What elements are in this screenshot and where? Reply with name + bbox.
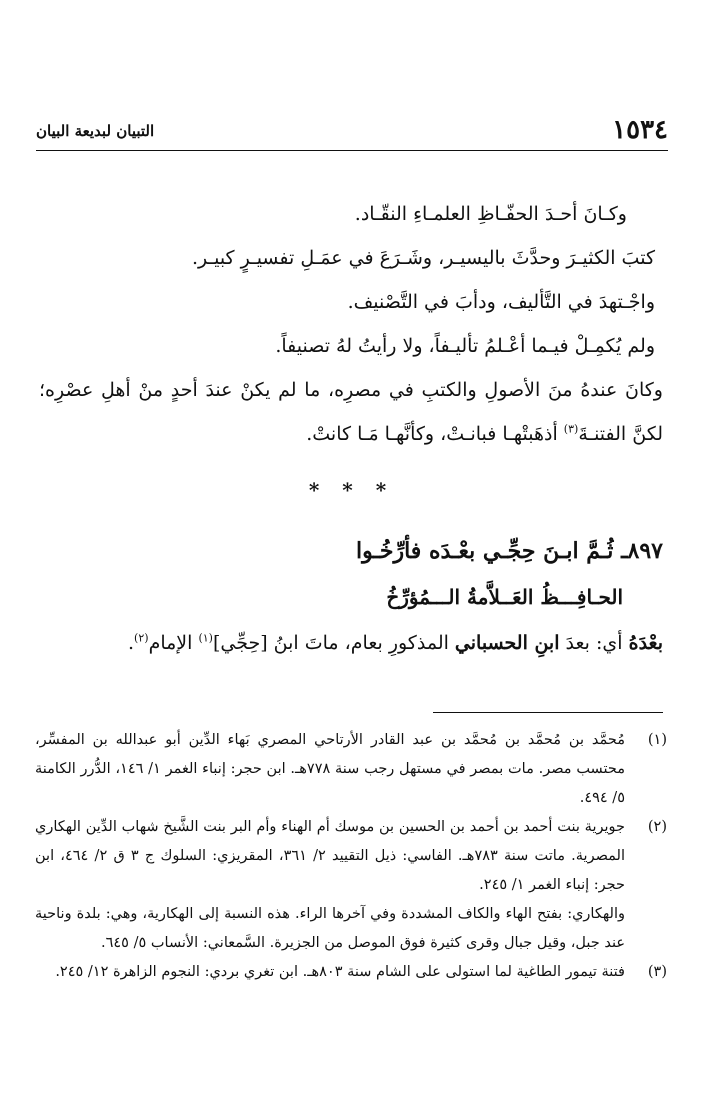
text-line: وكانَ عندهُ منَ الأصولِ والكتبِ في مصرِه، ما لم يكنْ عندَ أحدٍ منْ أهلِ عصْرِه؛ لكنَّ الفتنـةَ bbox=[39, 379, 663, 445]
main-text bbox=[39, 192, 663, 456]
footnote-number: (١) bbox=[647, 732, 667, 748]
footnote-number: (٣) bbox=[647, 964, 667, 980]
entry-text-part: المذكورِ بعام، ماتَ ابنُ [حِجِّي] bbox=[212, 632, 455, 654]
entry-block bbox=[39, 528, 663, 666]
text-paragraph bbox=[39, 368, 663, 456]
entry-text-part: أي: بعدَ bbox=[559, 632, 629, 654]
entry-text-part: الإمام bbox=[148, 632, 199, 654]
section-separator: * * * bbox=[308, 478, 395, 502]
footnote-text: والهكاري: بفتح الهاء والكاف المشددة وفي آخرها الراء. هذه النسبة إلى الهكارية، وهي: بلدة وناحية عند جبل، وقيل جبال وقرى كثيرة فوق الموصل من الجزيرة. السَّمعاني: الأنساب ٥/ ٦٤٥. bbox=[35, 906, 625, 951]
running-title: التبيان لبديعة البيان bbox=[36, 122, 155, 140]
text-line: أذهَبتْهـا فبانـتْ، وكأنَّهـا مَـا كانتْ. bbox=[306, 423, 558, 445]
footnote-item bbox=[35, 726, 667, 813]
footnote-text: فتنة تيمور الطاغية لما استولى على الشام سنة ٨٠٣هـ. ابن تغري بردي: النجوم الزاهرة ١٢/ ٢٤٥. bbox=[55, 964, 625, 980]
page-header bbox=[36, 112, 668, 148]
header-rule bbox=[36, 150, 668, 151]
footnote-number: (٢) bbox=[647, 819, 667, 835]
footnote-text: مُحمَّد بن مُحمَّد بن مُحمَّد بن عبد القادر الأرتاحي المصري بَهاء الدِّين أبو عبدالله بن المفسِّر، محتسب مصر. مات بمصر في مستهل رجب سنة ٧٧٨هـ. ابن حجر: إنباء الغمر ١/ ١٤٦، الدُّرر الكامنة ٥/ ٤٩٤. bbox=[35, 732, 625, 806]
entry-lead-word: بعْدَهُ bbox=[628, 632, 663, 654]
entry-bold-name: ابنِ الحسباني bbox=[454, 632, 560, 654]
footnote-item bbox=[35, 813, 667, 958]
entry-heading: ٨٩٧ـ ثُـمَّ ابـنَ حِجِّـي بعْـدَه فأرِّخُـوا bbox=[355, 538, 663, 564]
entry-text bbox=[39, 620, 663, 666]
footnote-text: جويرية بنت أحمد بن أحمد بن الحسين بن موسك أم الهناء وأم البر بنت الشَّيخ شهاب الدِّين الهكاري المصرية. ماتت سنة ٧٨٣هـ. الفاسي: ذيل التقييد ٢/ ٣٦١، المقريزي: السلوك ج ٣ ق ٢/ ٤٦٤، ابن حجر: إنباء الغمر ١/ ٢٤٥. bbox=[35, 819, 625, 893]
footnote-item bbox=[35, 958, 667, 987]
footnote-marker[interactable]: (٢) bbox=[134, 631, 149, 645]
text-line: واجْـتهدَ في التَّأليف، ودأبَ في التَّصْنيف. bbox=[347, 291, 655, 313]
text-line: كتبَ الكثيـرَ وحدَّثَ باليسيـر، وشَـرَعَ في عمَـلِ تفسيـرٍ كبيـر. bbox=[192, 247, 655, 269]
footnote-marker[interactable]: (٣) bbox=[563, 422, 579, 436]
footnotes bbox=[35, 726, 667, 987]
footnote-marker[interactable]: (١) bbox=[198, 631, 213, 645]
entry-text-part: . bbox=[128, 632, 135, 654]
footnote-rule bbox=[433, 712, 663, 713]
text-line: ولم يُكمِـلْ فيـما أعْـلمُ تأليـفاً، ولا رأيتُ لهُ تصنيفاً. bbox=[275, 335, 655, 357]
page-number: ١٥٣٤ bbox=[612, 115, 668, 145]
text-line: وكـانَ أحـدَ الحفّـاظِ العلمـاءِ النقّـاد. bbox=[354, 203, 627, 225]
entry-subheading: الحـافِـــظُ العَــلاَّمةُ الـــمُؤرِّخُ bbox=[386, 585, 623, 609]
